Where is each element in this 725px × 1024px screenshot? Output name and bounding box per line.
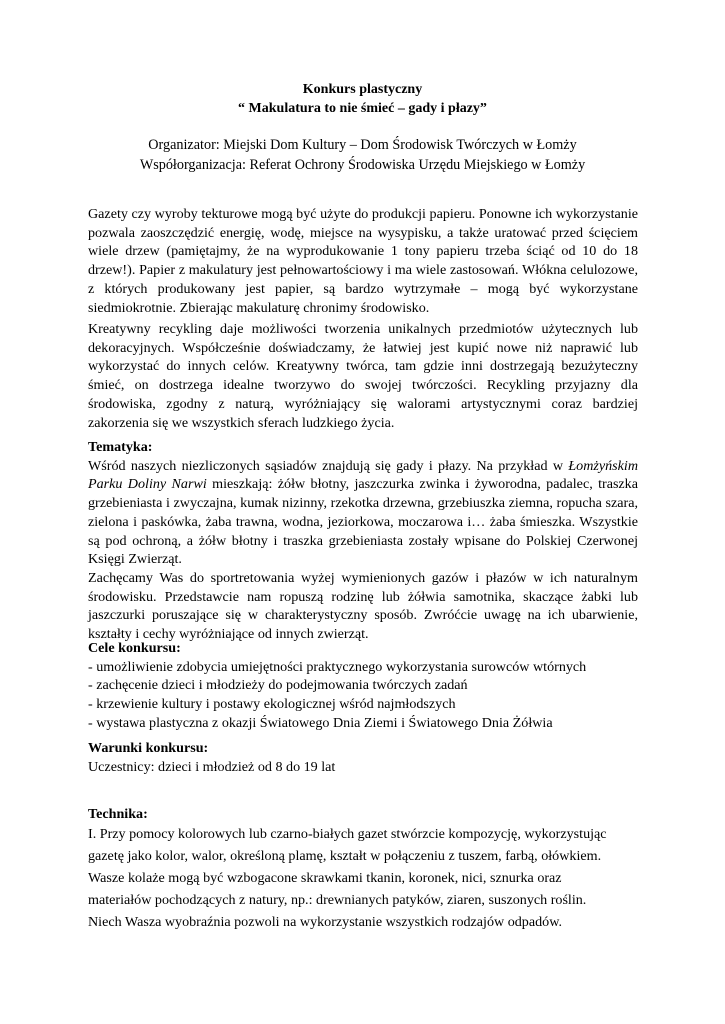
tematyka-paragraph-2: Zachęcamy Was do sportretowania wyżej wymienionych gazów i płazów w ich naturalnym środowisku. Przedstawcie nam ropuszą rodzinę lub żółwia samotnika, skaczące żabki lub jaszczurki poruszające się w charakterystyczny sposób. Zwróćcie uwagę na ich ubarwienie, kształty i cechy wyróżniające od innych zwierząt. [88, 569, 638, 643]
cele-item: - umożliwienie zdobycia umiejętności praktycznego wykorzystania surowców wtórnych [88, 658, 587, 675]
section-cele [88, 639, 648, 733]
cele-heading: Cele konkursu: [88, 640, 181, 656]
cele-item: - wystawa plastyczna z okazji Światowego Dnia Ziemi i Światowego Dnia Żółwia [88, 714, 553, 731]
section-technika-heading [88, 805, 648, 824]
warunki-text: Uczestnicy: dzieci i młodzież od 8 do 19 lat [88, 758, 336, 775]
technika-heading: Technika: [88, 806, 148, 822]
intro-paragraph-1: Gazety czy wyroby tekturowe mogą być użyte do produkcji papieru. Ponowne ich wykorzystanie pozwala zaoszczędzić energię, wodę, miejsce na wysypisku, a także uratować przed ścięciem wiele drzew (pamiętajmy, że na wyprodukowanie 1 tony papieru trzeba ściąć od 10 do 18 drzew!). Papier z makulatury jest pełnowartościowy i ma wiele zastosowań. Włókna celulozowe, z których produkowany jest papier, są bardzo wytrzymałe – mogą być wykorzystane siedmiokrotnie. Zbierając makulaturę chronimy środowisko. [88, 206, 638, 316]
title-line-2: “ Makulatura to nie śmieć – gady i płazy” [238, 101, 487, 116]
document-title [60, 80, 665, 118]
technika-line: materiałów pochodzących z natury, np.: drewnianych patyków, ziaren, suszonych roślin. [88, 892, 587, 908]
co-organizer-line: Współorganizacja: Referat Ochrony Środowiska Urzędu Miejskiego w Łomży [139, 157, 586, 173]
organizers [60, 135, 665, 175]
organizer-line: Organizator: Miejski Dom Kultury – Dom Środowisk Twórczych w Łomży [148, 137, 577, 153]
tematyka-paragraph-1: Wśród naszych niezliczonych sąsiadów znajdują się gady i płazy. Na przykład w Łomżyńskim Parku Doliny Narwi mieszkają: żółw błotny, jaszczurka zwinka i żyworodna, padalec, traszka grzebieniasta i zwyczajna, kumak nizinny, rzekotka drzewna, grzebiuszka ziemna, ropucha szara, zielona i paskówka, żaba trawna, wodna, jeziorkowa, moczarowa i… żaba śmieszka. Wszystkie są pod ochroną, a żółw błotny i traszka grzebieniasta zostały wpisane do Polskiej Czerwonej Księgi Zwierząt. [88, 457, 638, 568]
technika-line: gazetę jako kolor, walor, określoną plamę, kształt w połączeniu z tuszem, farbą, ołówkiem. [88, 848, 602, 864]
section-tematyka [88, 438, 638, 644]
section-warunki [88, 739, 648, 776]
cele-item: - zachęcenie dzieci i młodzieży do podejmowania twórczych zadań [88, 677, 468, 694]
park-name: Łomżyńskim Parku Doliny Narwi [88, 457, 638, 493]
tematyka-heading: Tematyka: [88, 439, 153, 455]
cele-item: - krzewienie kultury i postawy ekologicznej wśród najmłodszych [88, 696, 456, 713]
section-technika [88, 823, 648, 933]
intro-paragraph-2: Kreatywny recykling daje możliwości tworzenia unikalnych przedmiotów użytecznych lub dekoracyjnych. Współcześnie doświadczamy, że łatwiej jest kupić nowe niż naprawić lub wykorzystać do innych celów. Kreatywny twórca, tam gdzie inni dostrzegają bezużyteczny śmieć, on dostrzega idealne tworzywo do swojej twórczości. Recykling przyjazny dla środowiska, zgodny z naturą, wyróżniający się walorami artystycznymi coraz bardziej zakorzenia się we wszystkich sferach ludzkiego życia. [88, 321, 638, 431]
title-line-1: Konkurs plastyczny [302, 82, 423, 97]
warunki-heading: Warunki konkursu: [88, 740, 209, 756]
technika-line: Niech Wasza wyobraźnia pozwoli na wykorzystanie wszystkich rodzajów odpadów. [88, 914, 562, 930]
technika-line: I. Przy pomocy kolorowych lub czarno-białych gazet stwórzcie kompozycję, wykorzystując [88, 826, 607, 842]
technika-line: Wasze kolaże mogą być wzbogacone skrawkami tkanin, koronek, nici, sznurka oraz [88, 870, 562, 886]
